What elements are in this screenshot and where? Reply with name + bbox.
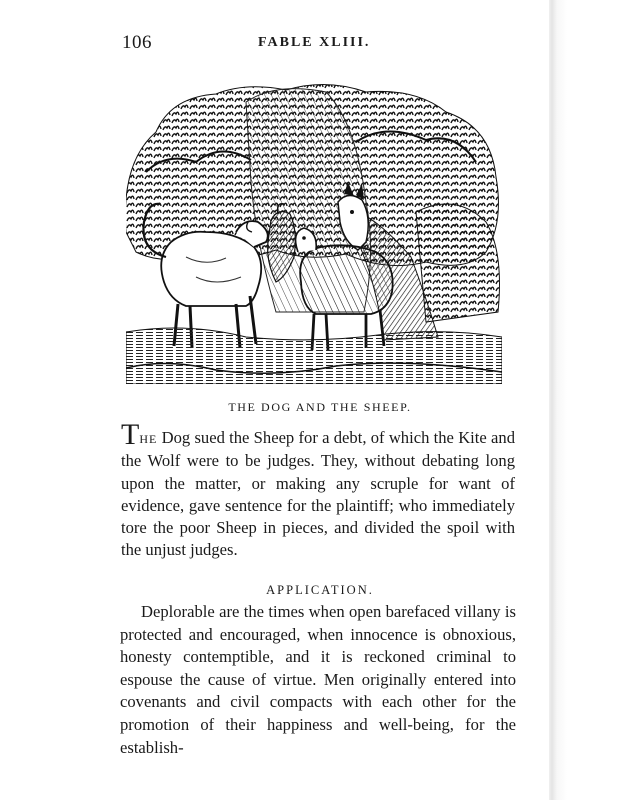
fable-paragraph (121, 418, 515, 562)
running-title: FABLE XLIII. (258, 35, 371, 50)
page-edge-shadow (549, 0, 618, 800)
drop-cap: T (121, 418, 140, 451)
lead-word-smallcaps: HE (139, 432, 158, 446)
woodcut-illustration (126, 82, 502, 384)
application-text (120, 601, 516, 759)
fable-body: Dog sued the Sheep for a debt, of which the Kite and the Wolf were to be judges. They, without debating long upon the matter, or making any scruple for want of evidence, gave sentence for the plaintiff; who immediately tore the poor Sheep in pieces, and divided the spoil with the unjust judges. (121, 428, 515, 560)
illustration-caption: THE DOG AND THE SHEEP. (228, 400, 412, 414)
application-heading: APPLICATION. (266, 583, 374, 597)
application-body: Deplorable are the times when open barefaced villany is protected and encouraged, when innocence is obnoxious, honesty contemptible, and it is reckoned criminal to espouse the cause of virtue. Men originally entered into covenants and civil compacts with each other for the promotion of their happiness and well-being, for the establish- (120, 602, 516, 757)
fable-text (121, 418, 515, 562)
running-header (122, 32, 514, 58)
page-number: 106 (122, 32, 152, 53)
